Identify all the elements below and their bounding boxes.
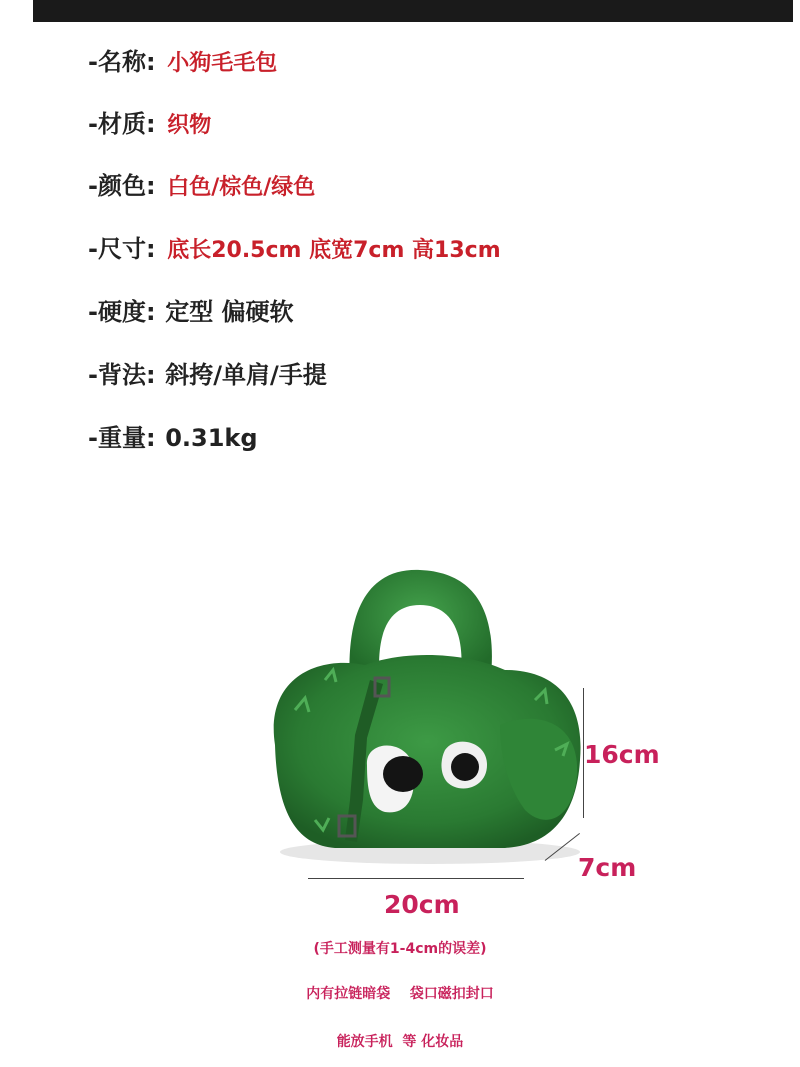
width-label: 20cm (384, 890, 460, 919)
spec-label: -材质: (88, 110, 156, 138)
tolerance-note: (手工测量有1-4cm的误差) (313, 941, 487, 957)
spec-value: 0.31kg (165, 424, 258, 452)
spec-material-row (88, 104, 211, 144)
height-label: 16cm (584, 740, 660, 769)
spec-carry-row (88, 355, 327, 395)
spec-label: -颜色: (88, 172, 156, 200)
spec-label: -尺寸: (88, 235, 156, 263)
spec-value: 织物 (167, 113, 212, 138)
spec-value: 白色/棕色/绿色 (167, 175, 316, 200)
features-note: 内有拉链暗袋 袋口磁扣封口 (306, 986, 494, 1002)
top-header-bar (33, 0, 793, 22)
spec-label: -背法: (88, 361, 156, 389)
spec-value: 斜挎/单肩/手提 (165, 361, 327, 389)
spec-name-row (88, 42, 277, 82)
spec-label: -名称: (88, 48, 156, 76)
spec-value: 定型 偏硬软 (165, 298, 294, 326)
spec-value: 小狗毛毛包 (167, 51, 278, 76)
product-bag-image (255, 560, 595, 870)
spec-label: -硬度: (88, 298, 156, 326)
spec-weight-row (88, 418, 258, 458)
spec-size-row (88, 229, 501, 269)
capacity-note: 能放手机 等 化妆品 (336, 1034, 464, 1050)
width-dimension-line (308, 878, 524, 879)
depth-label: 7cm (578, 853, 637, 882)
spec-hardness-row (88, 292, 294, 332)
spec-color-row (88, 166, 315, 206)
spec-value: 底长20.5cm 底宽7cm 高13cm (167, 238, 501, 263)
spec-label: -重量: (88, 424, 156, 452)
